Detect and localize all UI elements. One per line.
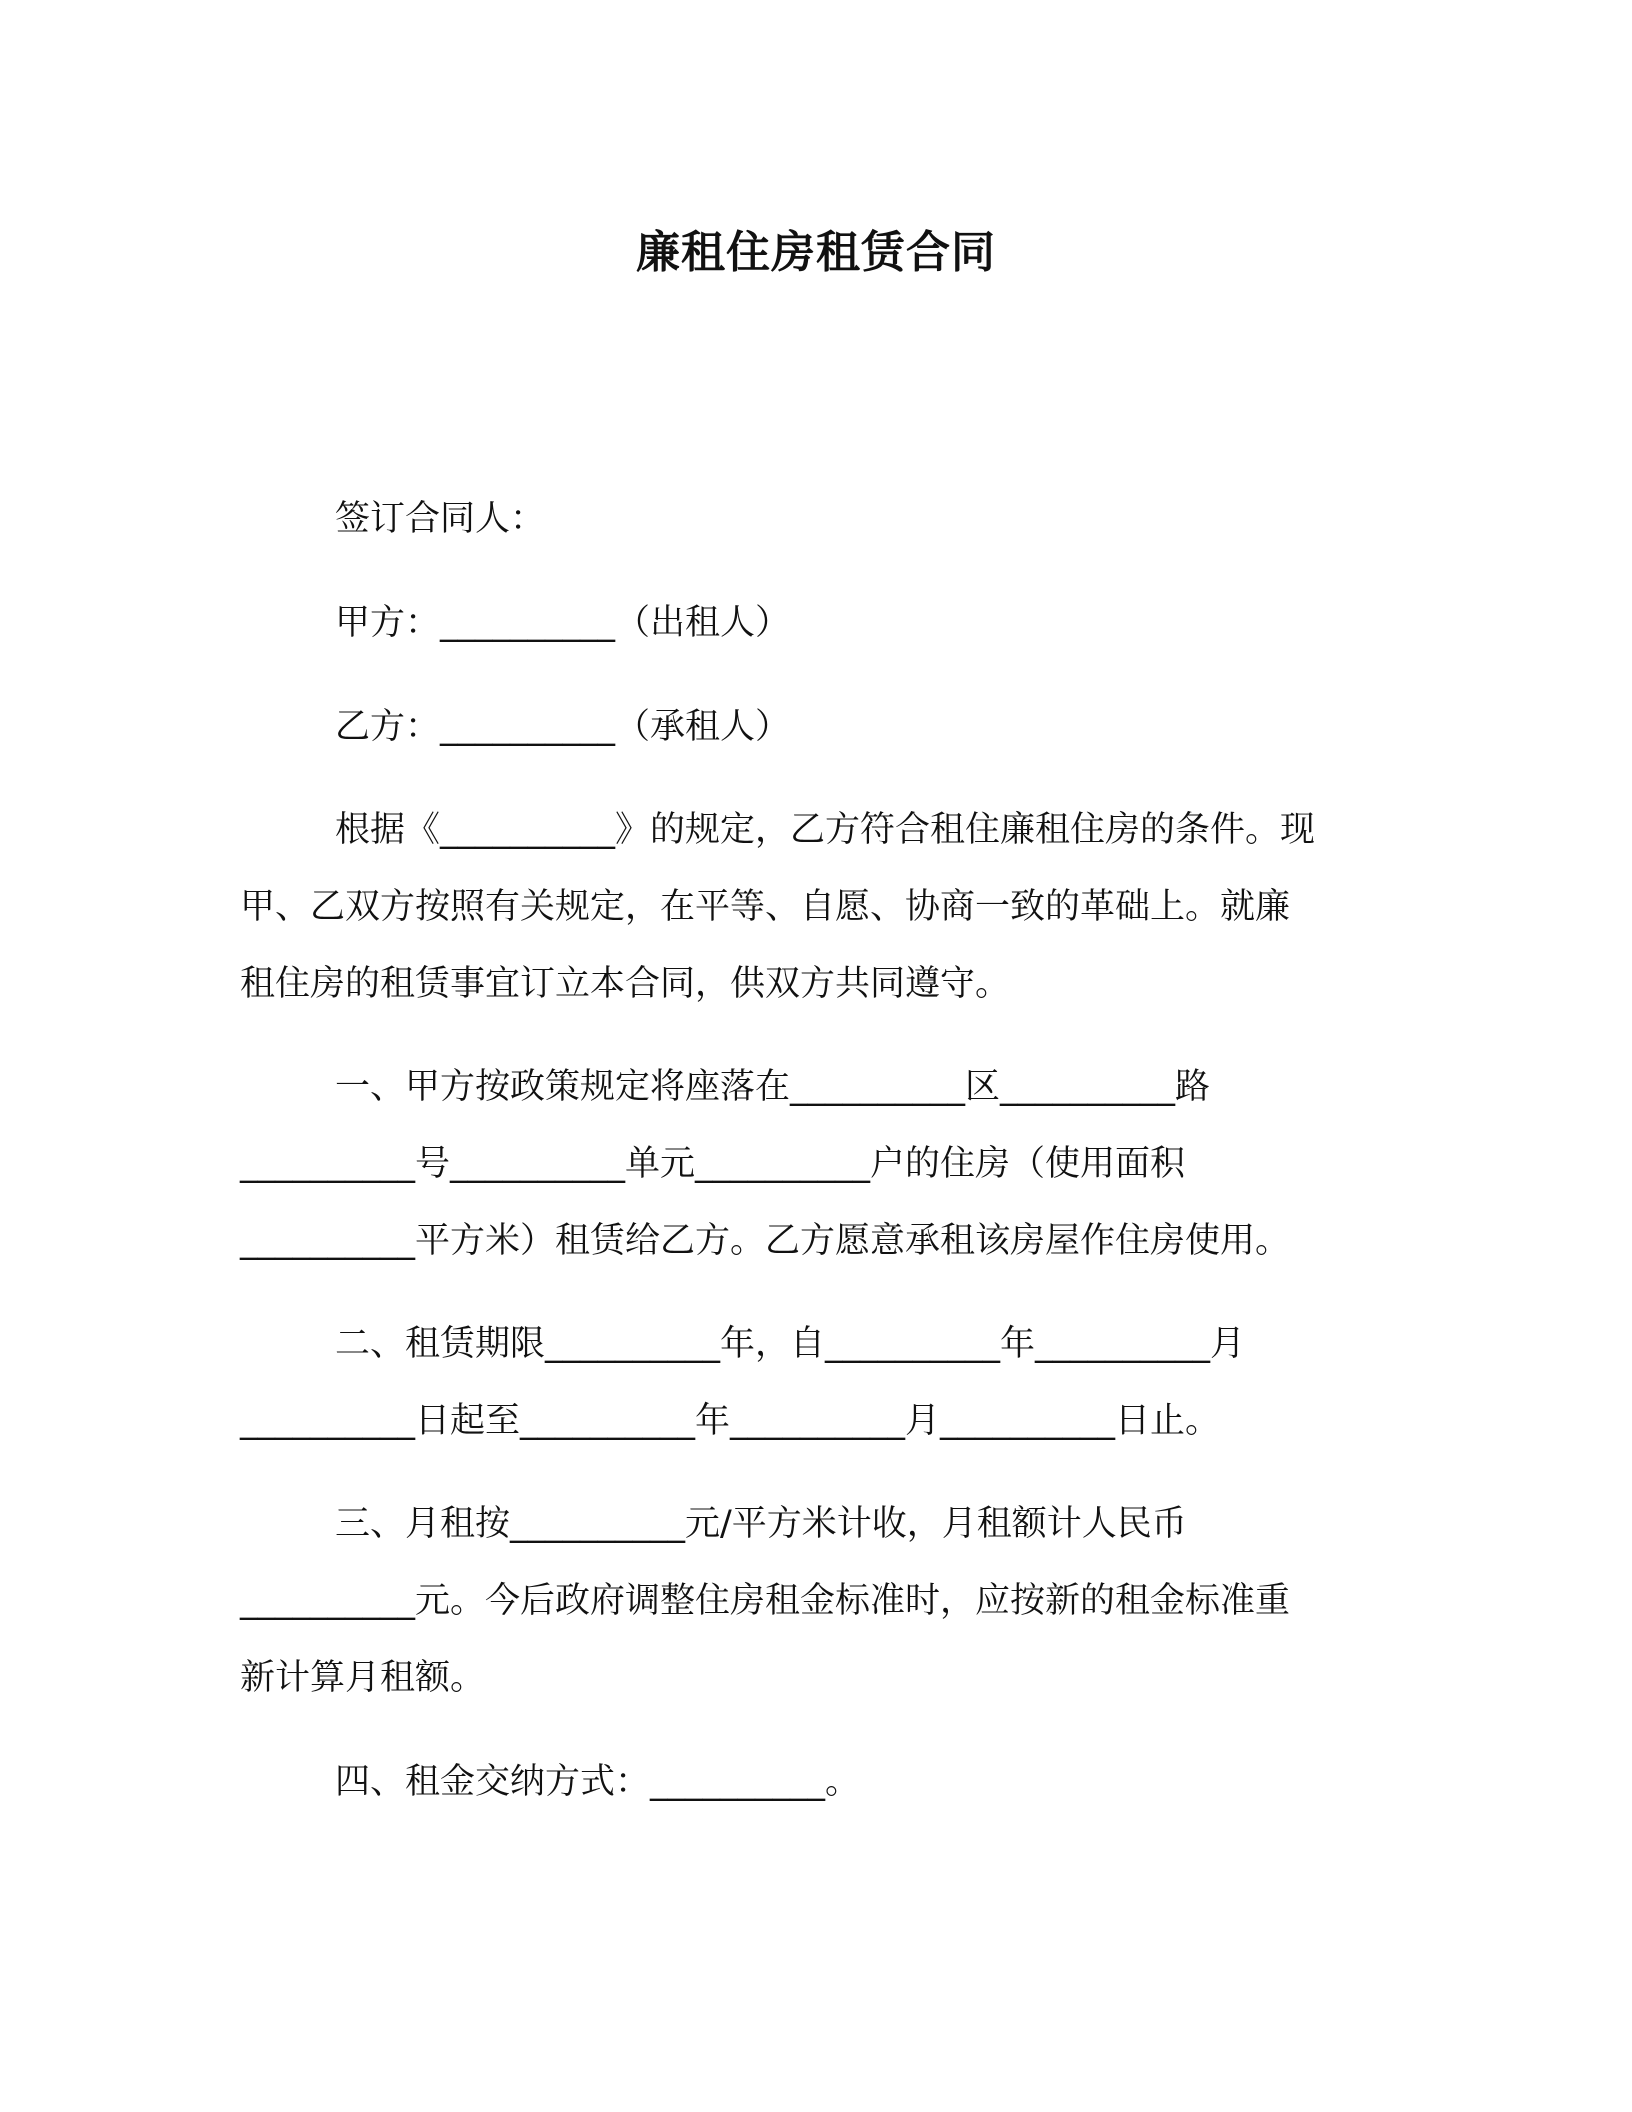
- preamble-line-3: 租住房的租赁事宜订立本合同，供双方共同遵守。: [240, 964, 1011, 1004]
- clause-2-line-1: 二、租赁期限__________年，自__________年__________月: [335, 1324, 1246, 1364]
- preamble-line-1: 根据《__________》的规定，乙方符合租住廉租住房的条件。现: [335, 810, 1316, 850]
- clause-1-line-2: __________号__________单元__________户的住房（使用面积: [240, 1144, 1186, 1184]
- clause-3-line-3: 新计算月租额。: [240, 1658, 486, 1698]
- clause-4-line-1: 四、租金交纳方式：__________。: [335, 1762, 861, 1802]
- clause-3-line-2: __________元。今后政府调整住房租金标准时，应按新的租金标准重: [240, 1581, 1291, 1621]
- clause-3-line-1: 三、月租按__________元/平方米计收，月租额计人民币: [335, 1504, 1187, 1544]
- clause-1-line-1: 一、甲方按政策规定将座落在__________区__________路: [335, 1067, 1211, 1107]
- clause-2-line-2: __________日起至__________年__________月__________日止。: [240, 1401, 1221, 1441]
- party-a-line: 甲方：__________（出租人）: [335, 603, 791, 643]
- document-title: 廉租住房租赁合同: [636, 227, 996, 278]
- signatories-label: 签订合同人：: [335, 499, 546, 539]
- party-b-line: 乙方：__________（承租人）: [335, 707, 791, 747]
- preamble-line-2: 甲、乙双方按照有关规定，在平等、自愿、协商一致的革础上。就廉: [240, 887, 1291, 927]
- clause-1-line-3: __________平方米）租赁给乙方。乙方愿意承租该房屋作住房使用。: [240, 1221, 1291, 1261]
